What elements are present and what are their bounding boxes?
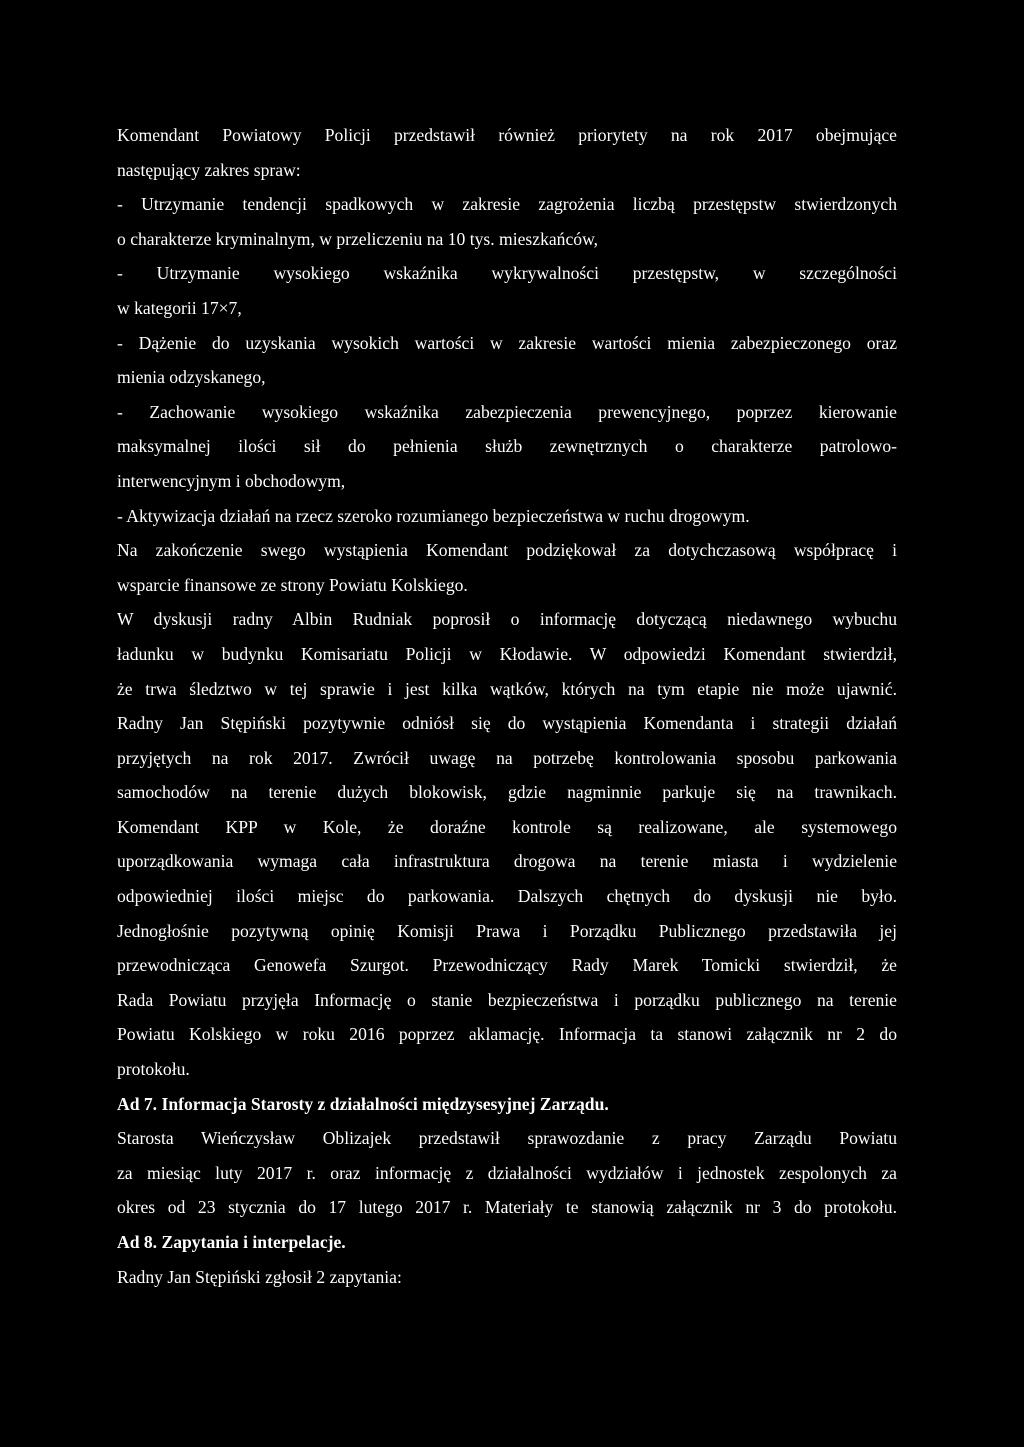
text-line: za miesiąc luty 2017 r. oraz informację z działalności wydziałów i jednostek zespolonych za xyxy=(117,1162,897,1183)
text-line: wsparcie finansowe ze strony Powiatu Kolskiego. xyxy=(117,574,468,595)
text-line: - Utrzymanie tendencji spadkowych w zakresie zagrożenia liczbą przestępstw stwierdzonych xyxy=(117,194,897,215)
text-line: - Aktywizacja działań na rzecz szeroko rozumianego bezpieczeństwa w ruchu drogowym. xyxy=(117,505,750,526)
text-line: Jednogłośnie pozytywną opinię Komisji Prawa i Porządku Publicznego przedstawiła jej xyxy=(117,920,897,941)
text-line: Rada Powiatu przyjęła Informację o stanie bezpieczeństwa i porządku publicznego na terenie xyxy=(117,989,897,1010)
text-line: Na zakończenie swego wystąpienia Komendant podziękował za dotychczasową współpracę i xyxy=(117,540,897,561)
text-line: interwencyjnym i obchodowym, xyxy=(117,470,346,491)
text-line: mienia odzyskanego, xyxy=(117,367,266,388)
text-line: Radny Jan Stępiński pozytywnie odniósł się do wystąpienia Komendanta i strategii działań xyxy=(117,713,897,734)
text-line: okres od 23 stycznia do 17 lutego 2017 r. Materiały te stanowią załącznik nr 3 do protokołu. xyxy=(117,1197,897,1218)
text-line: o charakterze kryminalnym, w przeliczeniu na 10 tys. mieszkańców, xyxy=(117,228,599,249)
text-line: maksymalnej ilości sił do pełnienia służb zewnętrznych o charakterze patrolowo- xyxy=(117,436,897,457)
text-line: że trwa śledztwo w tej sprawie i jest kilka wątków, których na tym etapie nie może ujawnić. xyxy=(117,678,897,699)
text-line: - Dążenie do uzyskania wysokich wartości w zakresie wartości mienia zabezpieczonego oraz xyxy=(117,332,897,353)
text-line: ładunku w budynku Komisariatu Policji w Kłodawie. W odpowiedzi Komendant stwierdził, xyxy=(117,643,897,664)
text-line: uporządkowania wymaga cała infrastruktura drogowa na terenie miasta i wydzielenie xyxy=(117,851,897,872)
text-line: - Zachowanie wysokiego wskaźnika zabezpieczenia prewencyjnego, poprzez kierowanie xyxy=(117,401,897,422)
section-heading-ad7: Ad 7. Informacja Starosty z działalności międzysesyjnej Zarządu. xyxy=(117,1093,609,1114)
document-page xyxy=(117,118,897,1294)
text-line: Radny Jan Stępiński zgłosił 2 zapytania: xyxy=(117,1266,402,1287)
text-line: następujący zakres spraw: xyxy=(117,159,301,180)
text-line: W dyskusji radny Albin Rudniak poprosił o informację dotyczącą niedawnego wybuchu xyxy=(117,609,897,630)
text-line: odpowiedniej ilości miejsc do parkowania. Dalszych chętnych do dyskusji nie było. xyxy=(117,886,897,907)
text-line: Starosta Wieńczysław Oblizajek przedstawił sprawozdanie z pracy Zarządu Powiatu xyxy=(117,1128,897,1149)
text-line: protokołu. xyxy=(117,1059,190,1080)
text-line: Komendant KPP w Kole, że doraźne kontrole są realizowane, ale systemowego xyxy=(117,816,897,837)
text-line: Komendant Powiatowy Policji przedstawił również priorytety na rok 2017 obejmujące xyxy=(117,125,897,145)
text-line: Powiatu Kolskiego w roku 2016 poprzez aklamację. Informacja ta stanowi załącznik nr 2 do xyxy=(117,1024,897,1045)
text-line: w kategorii 17×7, xyxy=(117,297,242,318)
text-line: samochodów na terenie dużych blokowisk, gdzie nagminnie parkuje się na trawnikach. xyxy=(117,782,897,803)
section-heading-ad8: Ad 8. Zapytania i interpelacje. xyxy=(117,1232,346,1252)
text-line: przewodnicząca Genowefa Szurgot. Przewodniczący Rady Marek Tomicki stwierdził, że xyxy=(117,955,897,976)
text-line: przyjętych na rok 2017. Zwrócił uwagę na potrzebę kontrolowania sposobu parkowania xyxy=(117,747,897,768)
text-line: - Utrzymanie wysokiego wskaźnika wykrywalności przestępstw, w szczególności xyxy=(117,263,897,284)
